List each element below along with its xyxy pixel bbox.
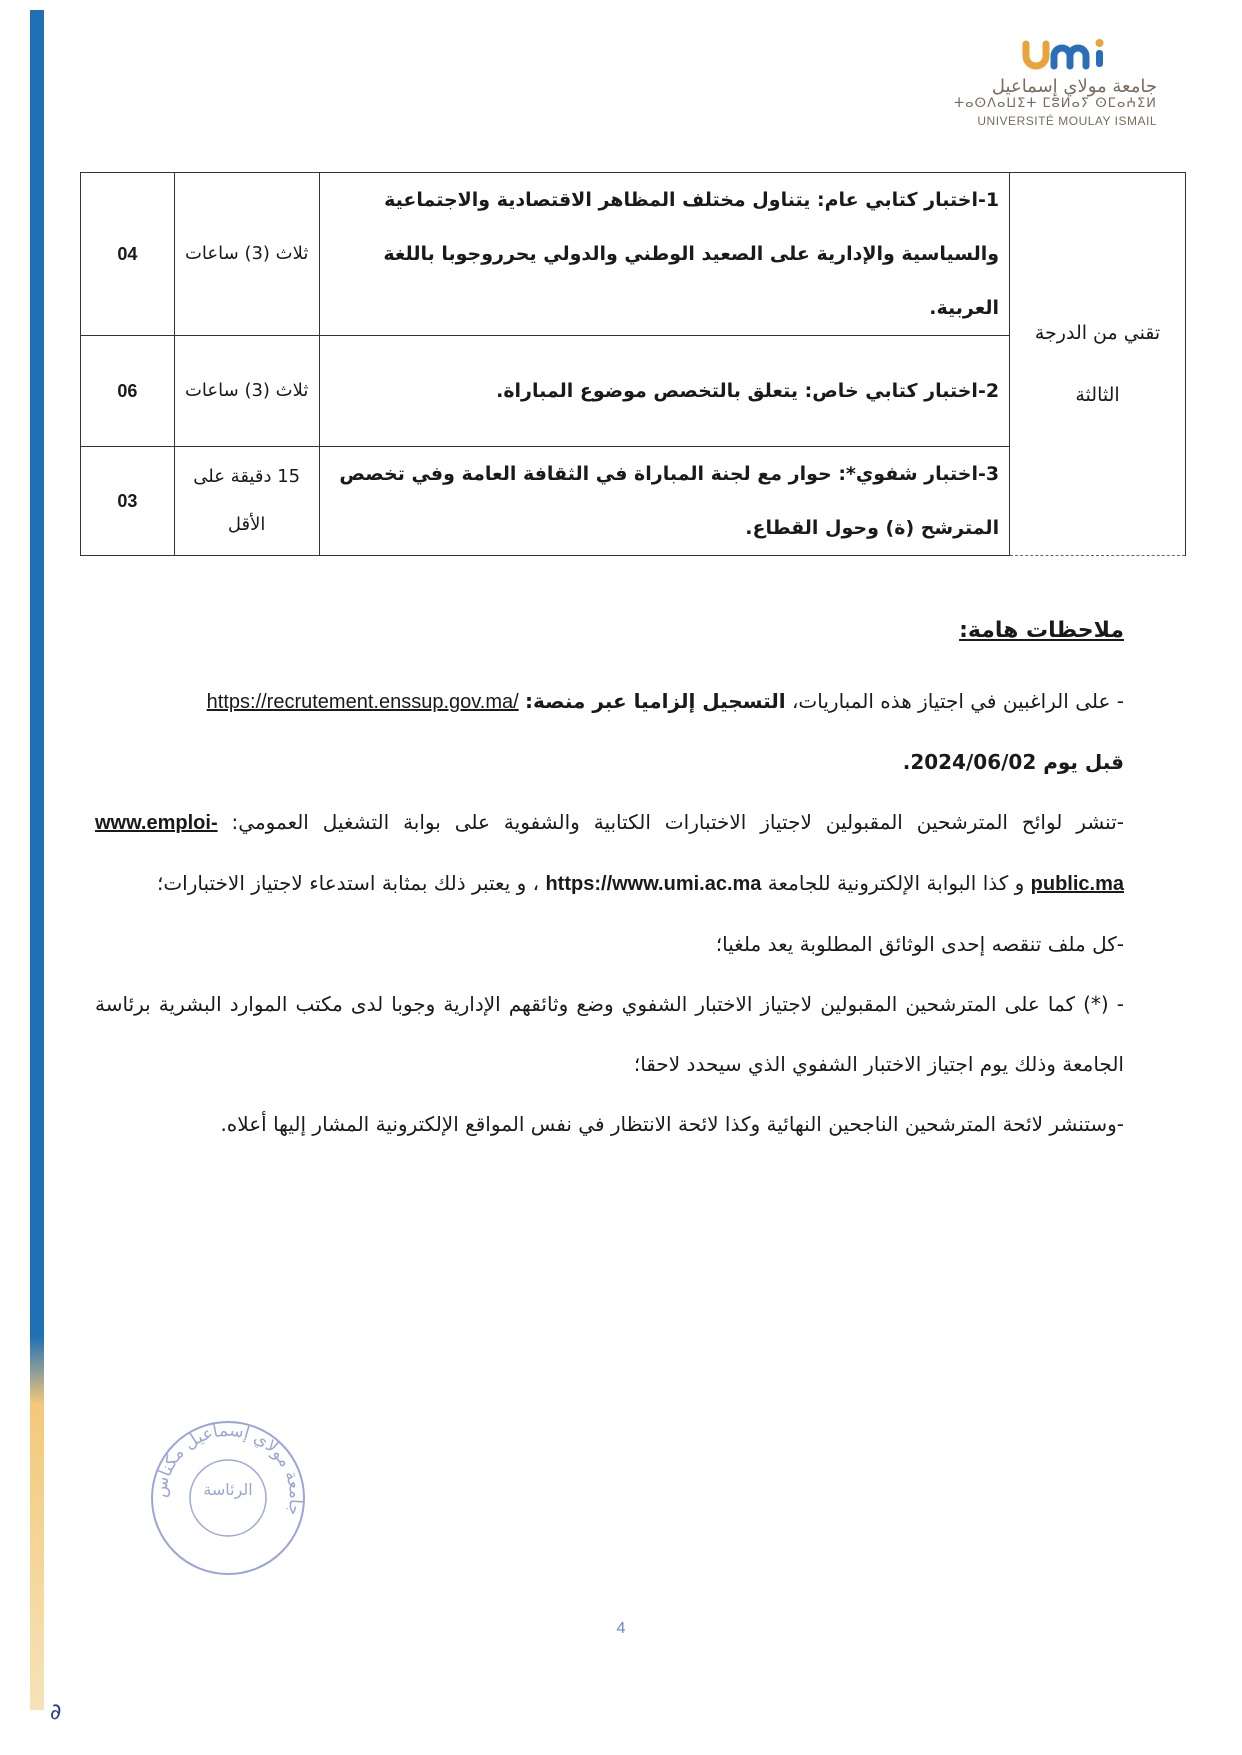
left-border-stripe: [30, 10, 44, 1710]
emploi-public-link[interactable]: www.emploi-public.ma: [95, 812, 1124, 895]
logo-latin-name: UNIVERSITÉ MOULAY ISMAIL: [977, 114, 1157, 128]
umi-logo-mark: [1020, 38, 1130, 72]
note-registration: [95, 671, 1124, 792]
note-publication: [95, 792, 1124, 914]
exam-description: 1-اختبار كتابي عام: يتناول مختلف المظاهر الاقتصادية والاجتماعية والسياسية والإدارية على الصعيد الوطني والدولي يحرروجوبا باللغة العربية.: [319, 173, 1009, 336]
note-incomplete-file: -كل ملف تنقصه إحدى الوثائق المطلوبة يعد ملغيا؛: [715, 932, 1124, 956]
note-publication-middle: و كذا البوابة الإلكترونية للجامعة: [767, 871, 1025, 895]
stamp-ring-text: جامعة مولاي إسماعيل مكناس: [150, 1420, 306, 1518]
note-publication-intro: -تنشر لوائح المترشحين المقبولين لاجتياز الاختبارات الكتابية والشفوية على بوابة التشغيل العمومي:: [231, 810, 1124, 834]
exam-coefficient: 03: [81, 447, 175, 556]
exam-description: 3-اختبار شفوي*: حوار مع لجنة المباراة في الثقافة العامة وفي تخصص المترشح (ة) وحول القطاع.: [319, 447, 1009, 556]
important-notes: [95, 618, 1124, 1154]
exam-table: [80, 172, 1186, 556]
presidency-stamp: [148, 1418, 308, 1578]
exam-duration: 15 دقيقة على الأقل: [174, 447, 319, 556]
note-registration-mandatory: التسجيل إلزاميا عبر منصة:: [525, 689, 786, 713]
note-final-list: -وستنشر لائحة المترشحين الناجحين النهائية وكذا لائحة الانتظار في نفس المواقع الإلكترونية المشار إليها أعلاه.: [220, 1112, 1124, 1136]
table-row: [81, 173, 1186, 336]
university-logo: [954, 38, 1175, 133]
note-publication-end: ، و يعتبر ذلك بمثابة استدعاء لاجتياز الاختبارات؛: [157, 871, 540, 895]
note-registration-deadline: قبل يوم 2024/06/02.: [902, 750, 1124, 774]
note-registration-intro: - على الراغبين في اجتياز هذه المباريات،: [791, 689, 1124, 713]
exam-coefficient: 06: [81, 336, 175, 447]
pen-mark: ∂: [50, 1700, 62, 1725]
stamp-center-text: الرئاسة: [203, 1480, 253, 1499]
grade-cell: تقني من الدرجة الثالثة: [1010, 173, 1186, 556]
exam-duration: ثلاث (3) ساعات: [174, 173, 319, 336]
exam-description: 2-اختبار كتابي خاص: يتعلق بالتخصص موضوع المباراة.: [319, 336, 1009, 447]
logo-arabic-name: جامعة مولاي إسماعيل: [991, 76, 1157, 97]
recruitment-platform-link[interactable]: https://recrutement.enssup.gov.ma/: [206, 691, 519, 713]
logo-tifinagh-name: ⵜⴰⵙⴷⴰⵡⵉⵜ ⵎⵓⵍⴰⵢ ⵙⵎⴰⵄⵉⵍ: [954, 96, 1157, 111]
page-number: 4: [616, 1620, 626, 1637]
exam-coefficient: 04: [81, 173, 175, 336]
umi-website-link[interactable]: https://www.umi.ac.ma: [545, 873, 762, 895]
note-oral-documents: - (*) كما على المترشحين المقبولين لاجتياز الاختبار الشفوي وضع وثائقهم الإدارية وجوبا لدى مكتب الموارد البشرية برئاسة الجامعة وذلك يوم اجتياز الاختبار الشفوي الذي سيحدد لاحقا؛: [95, 992, 1124, 1076]
notes-title: ملاحظات هامة:: [959, 618, 1124, 643]
exam-duration: ثلاث (3) ساعات: [174, 336, 319, 447]
